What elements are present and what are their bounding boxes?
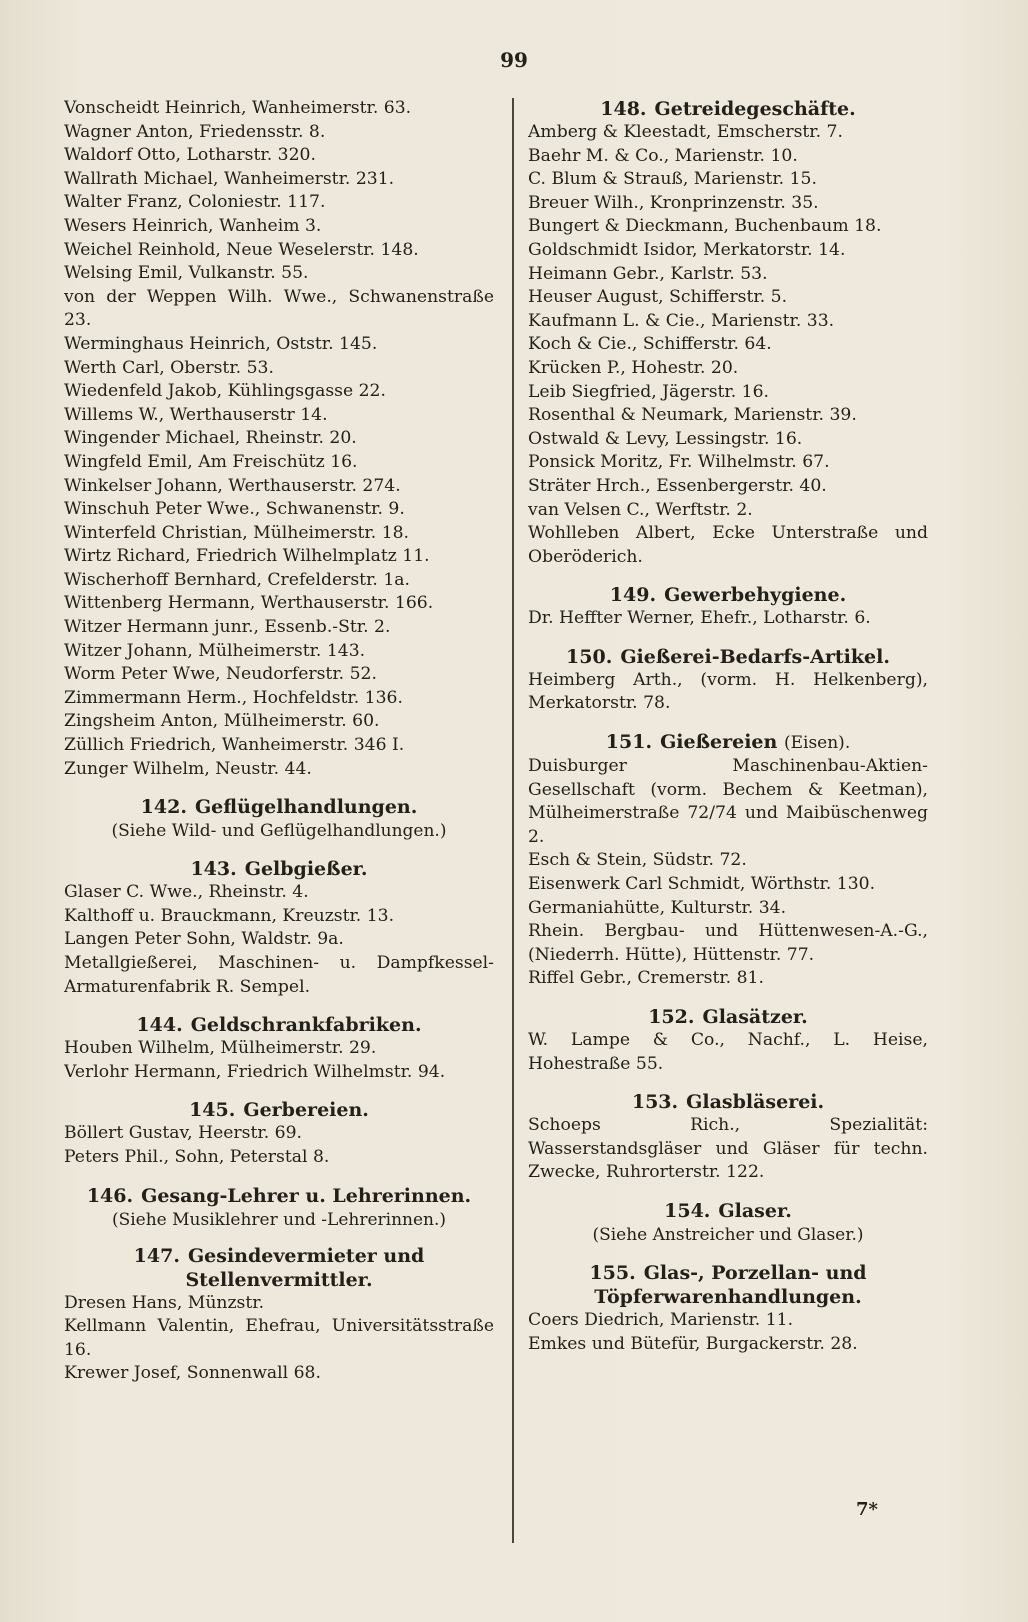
list-item: Wiedenfeld Jakob, Kühlingsgasse 22. bbox=[64, 381, 386, 402]
list-item: Ostwald & Levy, Lessingstr. 16. bbox=[528, 428, 803, 449]
list-item: Werth Carl, Oberstr. 53. bbox=[64, 357, 274, 378]
list-item: Winterfeld Christian, Mülheimerstr. 18. bbox=[64, 522, 410, 543]
left-column bbox=[64, 97, 494, 1386]
list-item: Breuer Wilh., Kronprinzenstr. 35. bbox=[528, 192, 819, 213]
section-heading-144 bbox=[64, 1013, 494, 1037]
section-title: Glaser. bbox=[718, 1199, 792, 1222]
section-heading-142 bbox=[64, 795, 494, 819]
section-heading-149 bbox=[528, 583, 928, 607]
cross-reference-note: (Siehe Wild- und Geflügelhandlungen.) bbox=[111, 821, 447, 842]
list-item: Krücken P., Hohestr. 20. bbox=[528, 357, 739, 378]
list-item: Riffel Gebr., Cremerstr. 81. bbox=[528, 968, 764, 989]
list-item: Welsing Emil, Vulkanstr. 55. bbox=[64, 263, 309, 284]
list-item: Kalthoff u. Brauckmann, Kreuzstr. 13. bbox=[64, 905, 395, 926]
signature-mark: 7* bbox=[856, 1499, 878, 1520]
list-item: Esch & Stein, Südstr. 72. bbox=[528, 850, 747, 871]
list-item: Heimberg Arth., (vorm. H. Helkenberg), Merkatorstr. 78. bbox=[528, 669, 928, 714]
list-item: W. Lampe & Co., Nachf., L. Heise, Hohestraße 55. bbox=[528, 1030, 928, 1074]
section-number: 144. bbox=[136, 1014, 183, 1037]
section-title: Gießerei-Bedarfs-Artikel. bbox=[620, 645, 890, 668]
entry-list bbox=[64, 97, 494, 781]
section-number: 146. bbox=[86, 1184, 134, 1207]
list-item: Langen Peter Sohn, Waldstr. 9a. bbox=[64, 929, 344, 950]
list-item: Dresen Hans, Münzstr. bbox=[64, 1292, 265, 1313]
section-title: Gewerbehygiene. bbox=[664, 584, 847, 607]
section-title: Gesang-Lehrer u. Lehrerinnen. bbox=[141, 1184, 472, 1207]
list-item: Metallgießerei, Maschinen- u. Dampfkessel-Armaturenfabrik R. Sempel. bbox=[64, 953, 494, 997]
section-title: Gerbereien. bbox=[243, 1099, 369, 1122]
list-item: Züllich Friedrich, Wanheimerstr. 346 I. bbox=[64, 735, 405, 756]
list-item: Winschuh Peter Wwe., Schwanenstr. 9. bbox=[64, 499, 405, 520]
list-item: Goldschmidt Isidor, Merkatorstr. 14. bbox=[528, 239, 846, 260]
section-heading-143 bbox=[64, 857, 494, 881]
list-item: Kaufmann L. & Cie., Marienstr. 33. bbox=[528, 310, 835, 331]
column-divider bbox=[512, 98, 514, 1543]
list-item: Eisenwerk Carl Schmidt, Wörthstr. 130. bbox=[528, 874, 876, 895]
section-title: Glasbläserei. bbox=[686, 1091, 825, 1114]
list-item: Duisburger Maschinenbau-Aktien-Gesellschaft (vorm. Bechem & Keetman), Mülheimerstraße 72/74 und Maibüschenweg 2. bbox=[528, 756, 928, 847]
list-item: Zunger Wilhelm, Neustr. 44. bbox=[64, 758, 312, 779]
list-item: Waldorf Otto, Lotharstr. 320. bbox=[64, 145, 316, 166]
list-item: Willems W., Werthauserstr 14. bbox=[64, 404, 328, 425]
list-item: Zimmermann Herm., Hochfeldstr. 136. bbox=[64, 687, 403, 708]
list-item: Wesers Heinrich, Wanheim 3. bbox=[64, 215, 322, 236]
list-item: Wagner Anton, Friedensstr. 8. bbox=[64, 121, 326, 142]
cross-reference-note: (Siehe Anstreicher und Glaser.) bbox=[592, 1224, 864, 1245]
list-item: Wittenberg Hermann, Werthauserstr. 166. bbox=[64, 593, 434, 614]
list-item: Baehr M. & Co., Marienstr. 10. bbox=[528, 145, 798, 166]
section-number: 152. bbox=[648, 1006, 695, 1028]
list-item: Amberg & Kleestadt, Emscherstr. 7. bbox=[528, 122, 843, 142]
section-number: 151. bbox=[605, 731, 653, 754]
list-item: Wallrath Michael, Wanheimerstr. 231. bbox=[64, 168, 395, 189]
section-number: 149. bbox=[609, 584, 657, 607]
list-item: Kellmann Valentin, Ehefrau, Universitätsstraße 16. bbox=[64, 1316, 494, 1360]
section-title: Gelbgießer. bbox=[244, 858, 368, 881]
list-item: Koch & Cie., Schifferstr. 64. bbox=[528, 334, 772, 355]
list-item: Rosenthal & Neumark, Marienstr. 39. bbox=[528, 405, 857, 426]
section-subtitle: (Eisen). bbox=[783, 733, 851, 754]
section-title: Glasätzer. bbox=[702, 1006, 808, 1028]
section-number: 155. bbox=[589, 1261, 636, 1284]
list-item: Dr. Heffter Werner, Ehefr., Lotharstr. 6. bbox=[528, 608, 871, 629]
list-item: Wohlleben Albert, Ecke Unterstraße und Oberöderich. bbox=[528, 523, 928, 567]
list-item: Worm Peter Wwe, Neudorferstr. 52. bbox=[64, 664, 377, 685]
section-title: Geflügelhandlungen. bbox=[194, 796, 418, 819]
list-item: Vonscheidt Heinrich, Wanheimerstr. 63. bbox=[64, 98, 412, 118]
list-item: Verlohr Hermann, Friedrich Wilhelmstr. 94. bbox=[64, 1061, 446, 1082]
section-number: 153. bbox=[631, 1091, 679, 1114]
list-item: Germaniahütte, Kulturstr. 34. bbox=[528, 897, 787, 918]
list-item: Bungert & Dieckmann, Buchenbaum 18. bbox=[528, 216, 882, 237]
section-heading-155 bbox=[528, 1261, 928, 1309]
list-item: Wingender Michael, Rheinstr. 20. bbox=[64, 428, 357, 449]
section-number: 142. bbox=[140, 796, 187, 819]
list-item: Witzer Hermann junr., Essenb.-Str. 2. bbox=[64, 617, 391, 638]
list-item: Schoeps Rich., Spezialität: Wasserstandsgläser und Gläser für techn. Zwecke, Ruhrorterstr. 122. bbox=[528, 1115, 928, 1183]
section-number: 150. bbox=[566, 645, 613, 668]
section-heading-146 bbox=[64, 1184, 494, 1208]
list-item: Glaser C. Wwe., Rheinstr. 4. bbox=[64, 882, 309, 903]
section-number: 143. bbox=[190, 858, 237, 881]
section-heading-151 bbox=[528, 730, 928, 755]
section-title: Getreidegeschäfte. bbox=[654, 98, 856, 120]
list-item: Böllert Gustav, Heerstr. 69. bbox=[64, 1123, 302, 1144]
list-item: Weichel Reinhold, Neue Weselerstr. 148. bbox=[64, 239, 419, 260]
list-item: Witzer Johann, Mülheimerstr. 143. bbox=[64, 640, 366, 661]
list-item: Winkelser Johann, Werthauserstr. 274. bbox=[64, 475, 401, 496]
list-item: Wirtz Richard, Friedrich Wilhelmplatz 11. bbox=[64, 546, 430, 567]
list-item: Heimann Gebr., Karlstr. 53. bbox=[528, 263, 768, 284]
list-item: Werminghaus Heinrich, Oststr. 145. bbox=[64, 333, 378, 354]
list-item: Sträter Hrch., Essenbergerstr. 40. bbox=[528, 475, 827, 496]
section-heading-145 bbox=[64, 1098, 494, 1122]
section-heading-148 bbox=[528, 97, 928, 121]
section-number: 147. bbox=[133, 1244, 180, 1267]
list-item: Zingsheim Anton, Mülheimerstr. 60. bbox=[64, 711, 380, 732]
list-item: Peters Phil., Sohn, Peterstal 8. bbox=[64, 1146, 330, 1167]
list-item: Walter Franz, Coloniestr. 117. bbox=[64, 192, 326, 213]
section-number: 148. bbox=[600, 98, 647, 120]
list-item: C. Blum & Strauß, Marienstr. 15. bbox=[528, 169, 817, 190]
list-item: Ponsick Moritz, Fr. Wilhelmstr. 67. bbox=[528, 452, 830, 473]
list-item: von der Weppen Wilh. Wwe., Schwanenstraße 23. bbox=[64, 286, 494, 331]
section-heading-147 bbox=[64, 1244, 494, 1292]
list-item: Krewer Josef, Sonnenwall 68. bbox=[64, 1363, 321, 1384]
section-heading-152 bbox=[528, 1005, 928, 1029]
list-item: Houben Wilhelm, Mülheimerstr. 29. bbox=[64, 1038, 377, 1059]
section-title: Geldschrankfabriken. bbox=[190, 1014, 422, 1037]
list-item: Wingfeld Emil, Am Freischütz 16. bbox=[64, 451, 358, 472]
list-item: Heuser August, Schifferstr. 5. bbox=[528, 287, 788, 308]
list-item: Leib Siegfried, Jägerstr. 16. bbox=[528, 381, 770, 402]
right-column bbox=[528, 97, 928, 1356]
list-item: Emkes und Bütefür, Burgackerstr. 28. bbox=[528, 1333, 858, 1354]
cross-reference-note: (Siehe Musiklehrer und -Lehrerinnen.) bbox=[111, 1209, 447, 1230]
section-number: 145. bbox=[189, 1099, 236, 1122]
section-heading-154 bbox=[528, 1199, 928, 1223]
section-number: 154. bbox=[664, 1199, 711, 1222]
section-heading-150 bbox=[528, 645, 928, 669]
page-number: 99 bbox=[500, 48, 528, 72]
section-heading-153 bbox=[528, 1090, 928, 1114]
section-title: Gießereien bbox=[660, 731, 778, 754]
list-item: van Velsen C., Werftstr. 2. bbox=[528, 499, 753, 520]
list-item: Coers Diedrich, Marienstr. 11. bbox=[528, 1309, 794, 1330]
list-item: Rhein. Bergbau- und Hüttenwesen-A.-G., (Niederrh. Hütte), Hüttenstr. 77. bbox=[528, 921, 928, 965]
section-title: Gesindevermieter und Stellenvermittler. bbox=[185, 1244, 425, 1291]
list-item: Wischerhoff Bernhard, Crefelderstr. 1a. bbox=[64, 569, 410, 590]
section-title: Glas-, Porzellan- und Töpferwarenhandlungen. bbox=[594, 1261, 867, 1308]
